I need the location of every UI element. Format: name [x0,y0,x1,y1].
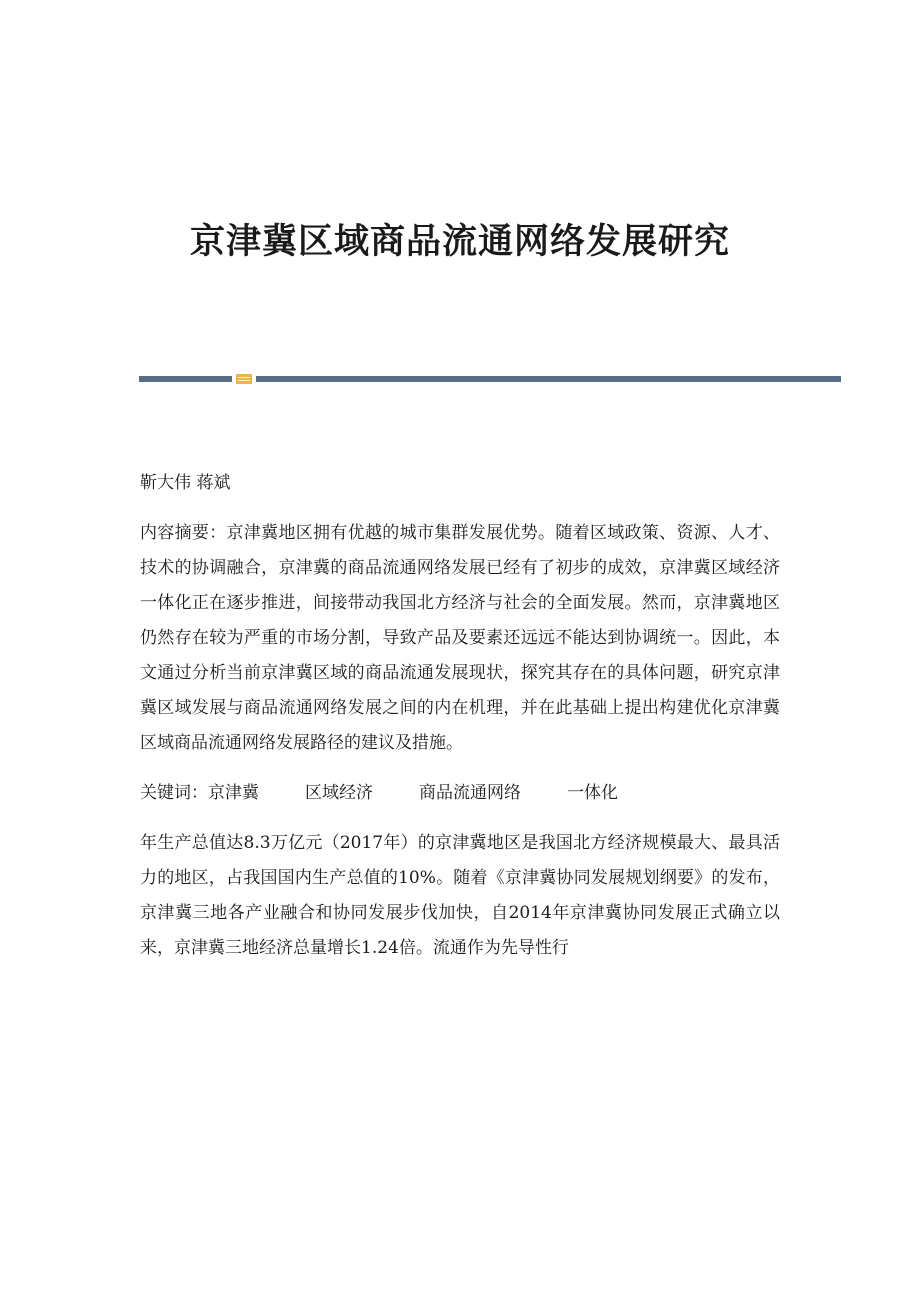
divider-ornament-icon [236,374,252,384]
divider-bar-right [256,376,841,382]
abstract-label: 内容摘要： [140,523,227,543]
document-content [140,466,780,966]
abstract-text: 京津冀地区拥有优越的城市集群发展优势。随着区域政策、资源、人才、 技术的协调融合，京津冀的商品流通网络发展已经有了初步的成效，京津冀区域经济一体化正在逐步推进，间接带动我国北方经济与社会的全面发展。然而，京津冀地区仍然存在较为严重的市场分割，导致产品及要素还远远不能达到协调统一。因此，本文通过分析当前京津冀区域的商品流通发展现状，探究其存在的具体问题，研究京津冀区域发展与商品流通网络发展之间的内在机理，并在此基础上提出构建优化京津冀区域商品流通网络发展路径的建议及措施。 [140,523,781,753]
keyword: 一体化 [567,783,618,803]
document-title: 京津冀区域商品流通网络发展研究 [189,221,730,262]
abstract [140,516,780,761]
authors: 靳大伟 蒋斌 [140,473,231,493]
divider-bar-left [139,376,232,382]
title-divider [139,374,841,384]
keywords [140,776,780,811]
keywords-label: 关键词： [140,783,208,803]
keyword: 区域经济 [305,783,373,803]
body-paragraph: 年生产总值达8.3万亿元（2017年）的京津冀地区是我国北方经济规模最大、最具活力的地区，占我国国内生产总值的10%。随着《京津冀协同发展规划纲要》的发布，京津冀三地各产业融合和协同发展步伐加快，自2014年京津冀协同发展正式确立以来，京津冀三地经济总量增长1.24倍。流通作为先导性行 [140,833,780,958]
keyword: 商品流通网络 [419,783,521,803]
keyword: 京津冀 [208,783,259,803]
